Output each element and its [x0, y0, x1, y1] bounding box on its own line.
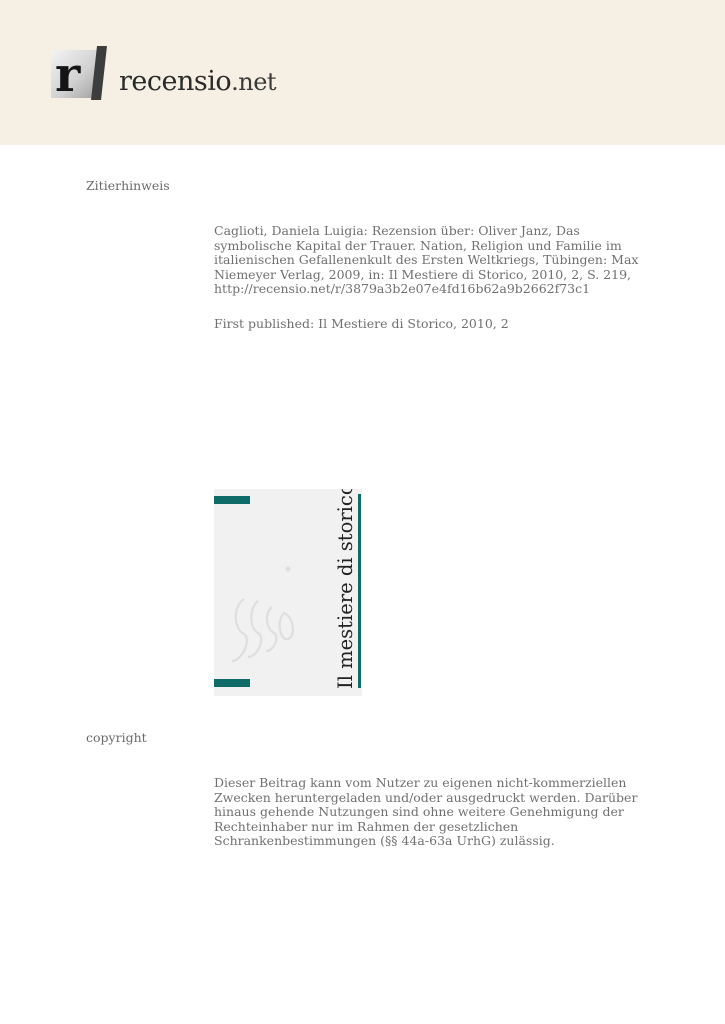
citation-line: italienischen Gefallenenkult des Ersten Weltkriegs, Tübingen: Max	[214, 252, 639, 268]
cover-side-bar	[358, 494, 361, 688]
cover-top-bar	[214, 496, 250, 504]
copyright-line: Zwecken heruntergeladen und/oder ausgedruckt werden. Darüber	[214, 789, 638, 805]
citation-url[interactable]: http://recensio.net/r/3879a3b2e07e4fd16b62a9b2662f73c1	[214, 281, 591, 297]
citation-line: Niemeyer Verlag, 2009, in: Il Mestiere di Storico, 2010, 2, S. 219,	[214, 266, 632, 282]
site-name[interactable]	[119, 66, 276, 97]
citation-label: Zitierhinweis	[86, 178, 170, 193]
cover-bottom-bar	[214, 679, 250, 687]
first-published: First published: Il Mestiere di Storico, 2010, 2	[214, 316, 509, 331]
copyright-line: Dieser Beitrag kann vom Nutzer zu eigenen nicht-kommerziellen	[214, 775, 627, 790]
copyright-line: hinaus gehende Nutzungen sind ohne weitere Genehmigung der	[214, 804, 624, 820]
copyright-line: Rechteinhaber nur im Rahmen der gesetzlichen	[214, 818, 519, 834]
citation-line: symbolische Kapital der Trauer. Nation, Religion und Familie im	[214, 237, 622, 253]
cover-title: Il mestiere di storico	[334, 489, 357, 689]
site-name-o: o	[215, 66, 232, 97]
recensio-logo-icon[interactable]	[51, 46, 107, 100]
copyright-text	[214, 776, 654, 849]
copyright-line: Schrankenbestimmungen (§§ 44a-63a UrhG) zulässig.	[214, 833, 555, 849]
citation-text	[214, 224, 644, 297]
citation-line: Caglioti, Daniela Luigia: Rezension über: Oliver Janz, Das	[214, 223, 580, 238]
logo-letter: r	[55, 47, 81, 100]
journal-cover-image	[214, 489, 362, 696]
site-name-tld: .net	[231, 68, 277, 96]
copyright-label: copyright	[86, 730, 147, 745]
site-name-main: recensi	[119, 66, 216, 97]
header-band	[0, 0, 725, 145]
